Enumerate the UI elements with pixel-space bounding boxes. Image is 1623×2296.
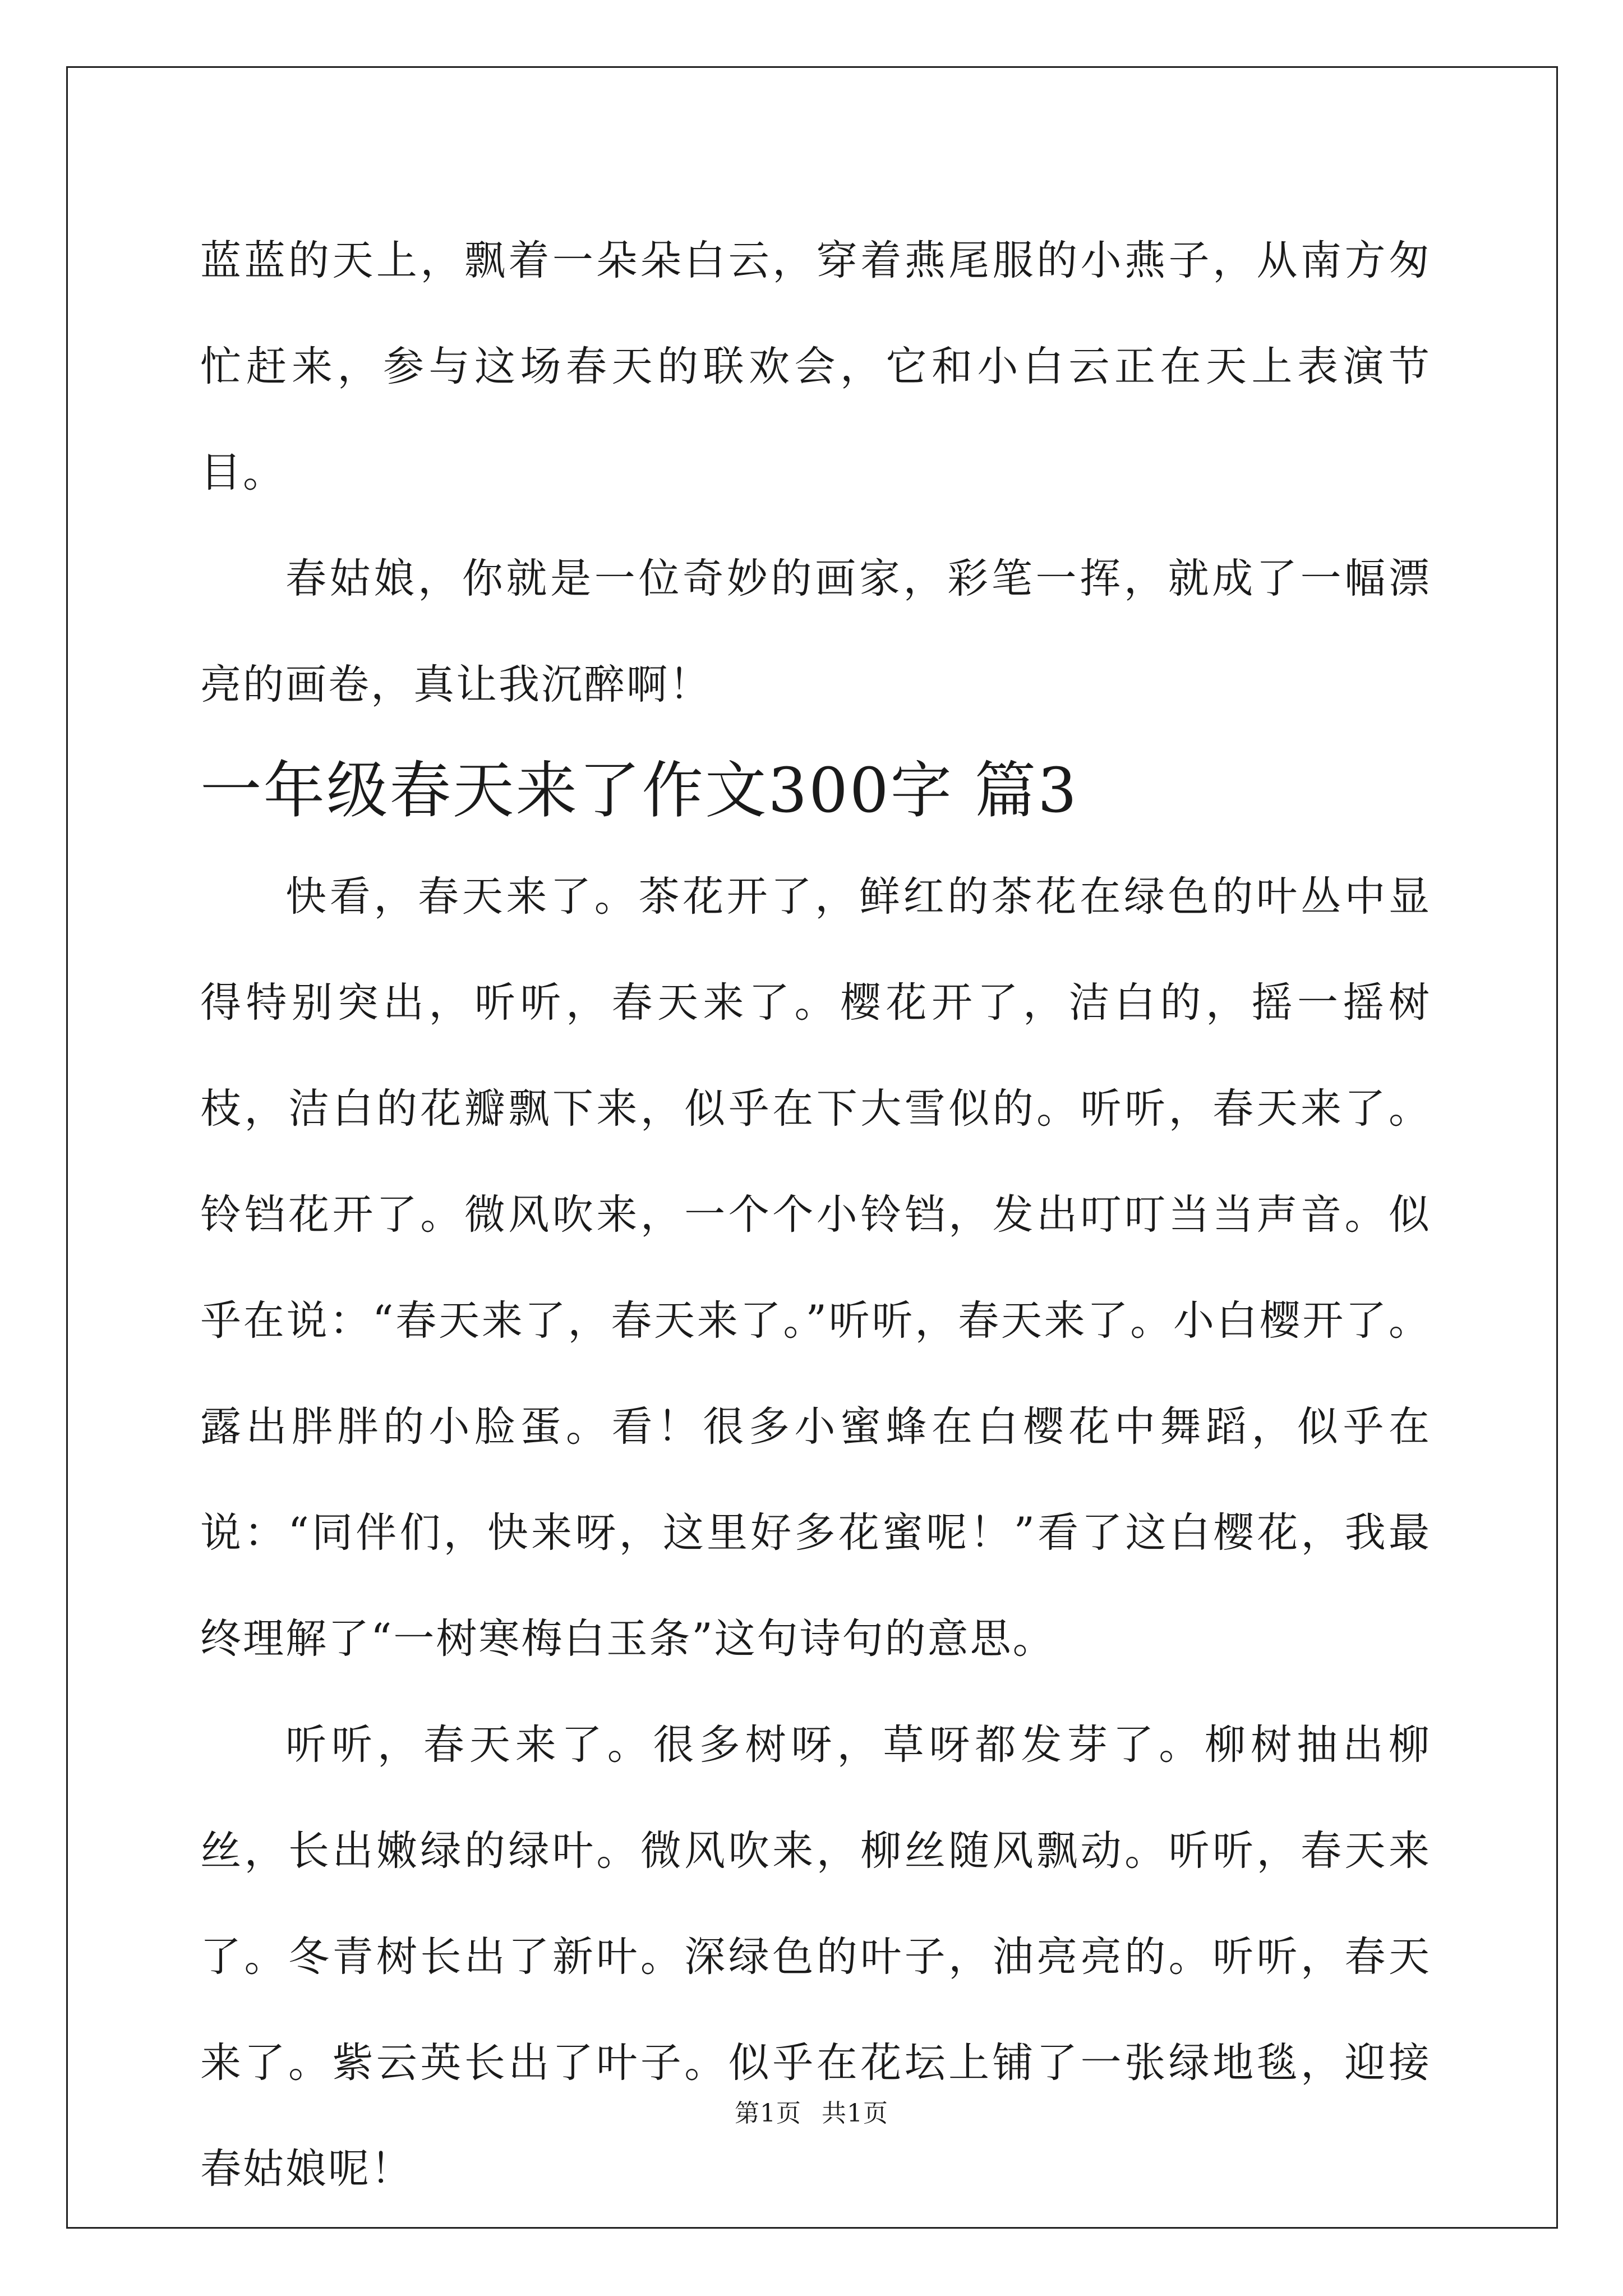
paragraph: 春姑娘，你就是一位奇妙的画家，彩笔一挥，就成了一幅漂亮的画卷，真让我沉醉啊！ [200, 555, 1431, 708]
document-body [200, 208, 1431, 2222]
page-total: 共1页 [822, 2099, 888, 2128]
page-footer [0, 2097, 1623, 2131]
page-number: 第1页 [735, 2099, 801, 2128]
paragraph: 快看，春天来了。茶花开了，鲜红的茶花在绿色的叶丛中显得特别突出，听听，春天来了。樱花开了，洁白的，摇一摇树枝，洁白的花瓣飘下来，似乎在下大雪似的。听听，春天来了。铃铛花开了。微风吹来，一个个小铃铛，发出叮叮当当声音。似乎在说：“春天来了，春天来了。”听听，春天来了。小白樱开了。露出胖胖的小脸蛋。看！很多小蜜蜂在白樱花中舞蹈，似乎在说：“同伴们，快来呀，这里好多花蜜呢！”看了这白樱花，我最终理解了“一树寒梅白玉条”这句诗句的意思。 [200, 873, 1431, 1663]
paragraph-continued: 蓝蓝的天上，飘着一朵朵白云，穿着燕尾服的小燕子，从南方匆忙赶来，参与这场春天的联欢会，它和小白云正在天上表演节目。 [200, 237, 1431, 496]
paragraph: 听听，春天来了。很多树呀，草呀都发芽了。柳树抽出柳丝，长出嫩绿的绿叶。微风吹来，柳丝随风飘动。听听，春天来了。冬青树长出了新叶。深绿色的叶子，油亮亮的。听听，春天来了。紫云英长出了叶子。似乎在花坛上铺了一张绿地毯，迎接春姑娘呢！ [200, 1721, 1431, 2193]
section-heading: 一年级春天来了作文300字 篇3 [200, 754, 1078, 826]
